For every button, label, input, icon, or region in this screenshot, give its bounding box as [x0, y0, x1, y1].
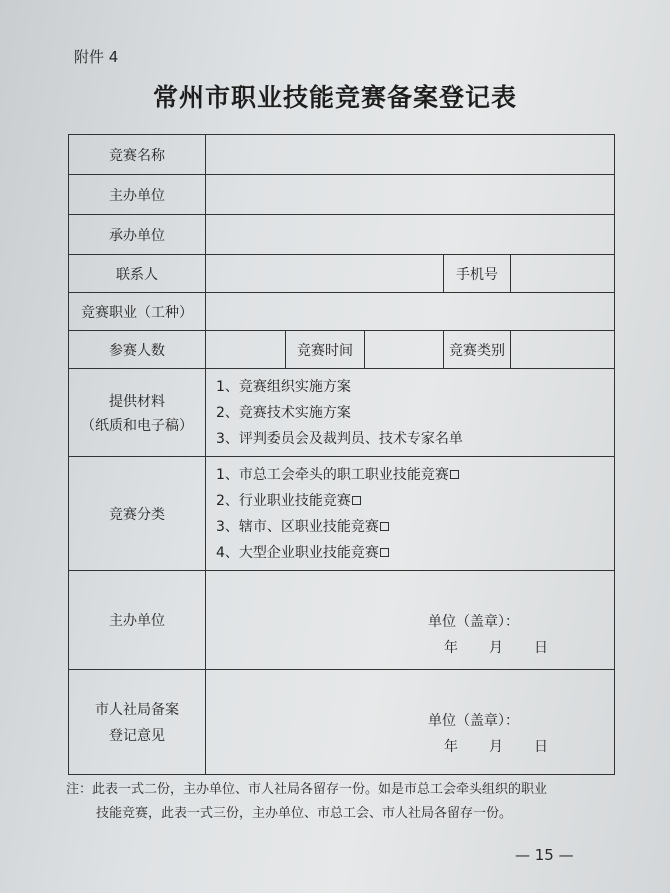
participants-field[interactable]	[206, 331, 286, 369]
bureau-label-line1: 市人社局备案	[95, 702, 179, 718]
stamp-date-label: 年 月 日	[444, 739, 549, 755]
materials-label-line2: （纸质和电子稿）	[81, 417, 193, 434]
stamp-unit-label: 单位（盖章）：	[428, 614, 519, 630]
classification-option-text: 2、行业职业技能竞赛	[216, 492, 351, 509]
checkbox-icon[interactable]	[380, 548, 389, 557]
material-item: 2、竞赛技术实施方案	[216, 404, 351, 421]
host-unit-field[interactable]	[206, 175, 615, 215]
stamp-unit-label: 单位（盖章）：	[428, 713, 519, 729]
classification-option	[206, 462, 614, 488]
competition-name-field[interactable]	[206, 135, 615, 175]
organizer-unit-field[interactable]	[206, 215, 615, 255]
occupation-field[interactable]	[206, 293, 615, 331]
mobile-field[interactable]	[511, 255, 615, 293]
classification-option-text: 1、市总工会牵头的职工职业技能竞赛	[216, 466, 449, 483]
attachment-label: 附件 4	[74, 48, 119, 66]
occupation-label: 竞赛职业（工种）	[69, 293, 206, 331]
classification-option	[206, 488, 614, 514]
checkbox-icon[interactable]	[380, 522, 389, 531]
contact-label: 联系人	[69, 255, 206, 293]
bureau-opinion-label	[69, 670, 206, 775]
classification-label: 竞赛分类	[69, 457, 206, 571]
classification-option-text: 3、辖市、区职业技能竞赛	[216, 518, 379, 535]
checkbox-icon[interactable]	[352, 496, 361, 505]
time-field[interactable]	[365, 331, 444, 369]
host-sign-area[interactable]	[206, 571, 615, 670]
category-field[interactable]	[511, 331, 615, 369]
classification-option	[206, 540, 614, 566]
host-unit-label: 主办单位	[69, 175, 206, 215]
contact-field[interactable]	[206, 255, 444, 293]
organizer-unit-label: 承办单位	[69, 215, 206, 255]
bureau-opinion-area[interactable]	[206, 670, 615, 775]
footnote-line2: 技能竞赛，此表一式三份，主办单位、市总工会、市人社局各留存一份。	[96, 806, 513, 821]
footnote-line1: 注：此表一式二份，主办单位、市人社局各留存一份。如是市总工会牵头组织的职业	[66, 782, 548, 797]
classification-option	[206, 514, 614, 540]
page-number: — 15 —	[515, 846, 574, 864]
materials-list	[206, 369, 615, 457]
checkbox-icon[interactable]	[450, 470, 459, 479]
classification-option-text: 4、大型企业职业技能竞赛	[216, 544, 379, 561]
host-sign-label: 主办单位	[69, 571, 206, 670]
stamp-date-label: 年 月 日	[444, 640, 549, 656]
competition-name-label: 竞赛名称	[69, 135, 206, 175]
material-item: 1、竞赛组织实施方案	[216, 378, 351, 395]
materials-label	[69, 369, 206, 457]
footnote	[66, 778, 626, 826]
time-label: 竞赛时间	[286, 331, 365, 369]
registration-form-table	[68, 134, 615, 775]
category-label: 竞赛类别	[444, 331, 511, 369]
materials-label-line1: 提供材料	[109, 393, 165, 410]
material-item: 3、评判委员会及裁判员、技术专家名单	[216, 430, 463, 447]
classification-list	[206, 457, 615, 571]
mobile-label: 手机号	[444, 255, 511, 293]
bureau-label-line2: 登记意见	[109, 728, 165, 744]
page-title: 常州市职业技能竞赛备案登记表	[152, 83, 517, 112]
participants-label: 参赛人数	[69, 331, 206, 369]
